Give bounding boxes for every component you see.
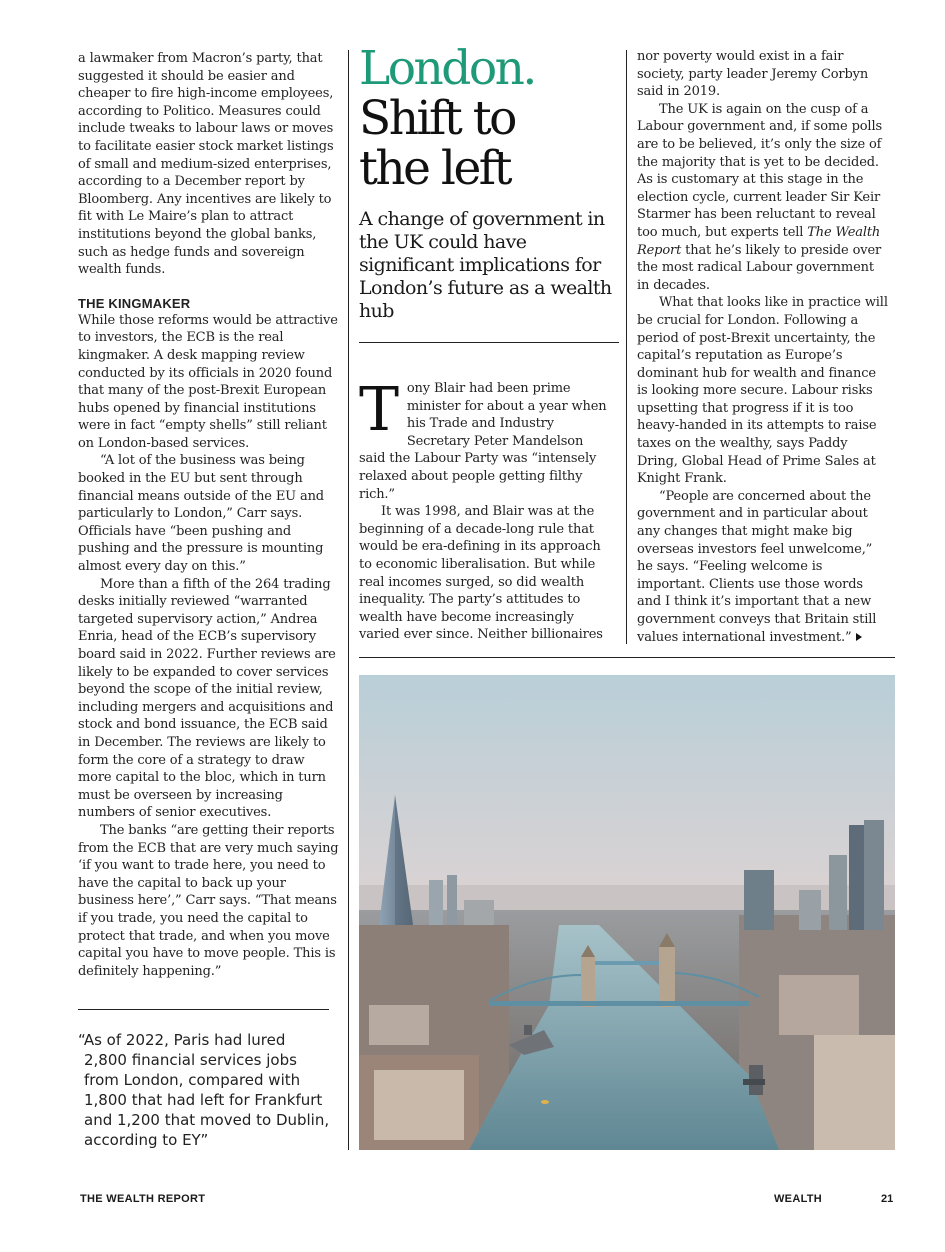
- continue-arrow-icon: [856, 633, 862, 641]
- section-subhead: THE KINGMAKER: [78, 295, 191, 311]
- column-divider-2: [626, 50, 627, 644]
- london-skyline-illustration: [359, 675, 895, 1150]
- col1-paragraph-3: More than a fifth of the 264 trading desks initially reviewed “warranted targeted supervisory action,” Andrea Enria, head of the ECB’s supervisory board said in 2022. Further reviews are likely to be expanded to cover services beyond the scope of the initial review, including mergers and acquisitions and stock and bond issuance, the ECB said in December. The reviews are likely to form the core of a strategy to draw more capital to the bloc, which in turn must be overseen by increasing numbers of senior executives.: [78, 576, 336, 821]
- article-paragraph-2: It was 1998, and Blair was at the beginning of a decade-long rule that would be era-defining in its approach to economic liberalisation. But while real incomes surged, so did wealth inequality. The party’s attitudes to wealth have become increasingly varied ever since. Neither billionaires: [359, 504, 603, 643]
- pull-quote-line: 2,800 financial services jobs: [84, 1051, 297, 1069]
- pull-quote-line: 1,800 that had left for Frankfurt: [84, 1091, 323, 1109]
- headline-city: London.: [359, 41, 535, 96]
- column-1: [78, 50, 340, 980]
- photo-divider: [359, 657, 895, 658]
- col1-paragraph-2: “A lot of the business was being booked in the EU but sent through financial means outside of the EU and particularly to London,” Carr says. Officials have “been pushing and pushing and the pressure is mounting almost every day on this.”: [78, 453, 324, 575]
- col1-paragraph-1: While those reforms would be attractive to investors, the ECB is the real kingmaker. A desk mapping review conducted by its officials in 2020 found that many of the post-Brexit European hubs opened by financial institutions were in fact “empty shells” still reliant on London-based services.: [78, 312, 338, 451]
- headline-line: the left: [359, 141, 511, 196]
- article-paragraph-1: [359, 375, 609, 503]
- drop-cap: T: [359, 375, 399, 445]
- publication-name: The Wealth Report: [637, 224, 881, 258]
- pull-quote-line: from London, compared with: [84, 1071, 301, 1089]
- headline-line: Shift to: [359, 91, 515, 146]
- col1-intro-paragraph: a lawmaker from Macron’s party, that suggested it should be easier and cheaper to fire high-income employees, according to Politico. Measures could include tweaks to labour laws or moves to facilitate easier stock market listings of small and medium-sized enterprises, according to a December report by Bloomberg. Any incentives are likely to fit with Le Maire’s plan to attract institutions beyond the global banks, such as hedge funds and sovereign wealth funds.: [78, 51, 334, 278]
- london-skyline-photo: [359, 675, 895, 1150]
- col3-paragraph-4: [637, 488, 889, 646]
- column-divider-1: [348, 50, 349, 1150]
- pull-quote: [78, 1030, 340, 1150]
- standfirst-divider: [359, 342, 619, 343]
- headline-block: [359, 41, 619, 323]
- footer-section: WEALTH: [774, 1193, 823, 1205]
- column-2-body: [359, 375, 609, 644]
- pull-quote-line: “As of 2022, Paris had lured: [78, 1031, 286, 1049]
- column-3: [637, 48, 889, 646]
- col3-paragraph-2-text: The UK is again on the cusp of a Labour government and, if some polls are to be believed, it’s only the size of the majority that is yet to be decided. As is customary at this stage in the election cycle, current leader Sir Keir Starmer has been reluctant to reveal too much, but experts tell: [637, 101, 882, 240]
- pull-quote-line: and 1,200 that moved to Dublin,: [84, 1111, 330, 1129]
- headline: [359, 91, 619, 196]
- col3-paragraph-2: [637, 101, 889, 295]
- col1-paragraph-4: The banks “are getting their reports from the ECB that are very much saying ‘if you want to trade here, you need to have the capital to back up your business here’,” Carr says. “That means if you trade, you need the capital to protect that trade, and when you move capital you have to move people. This is definitely happening.”: [78, 822, 339, 979]
- col3-paragraph-2-text-end: that he’s likely to preside over the most radical Labour government in decades.: [637, 242, 882, 293]
- standfirst: A change of government in the UK could have significant implications for London’s future as a wealth hub: [359, 208, 612, 322]
- article-paragraph-1-text: ony Blair had been prime minister for about a year when his Trade and Industry Secretary Peter Mandelson said the Labour Party was “intensely relaxed about people getting filthy rich.”: [359, 381, 607, 502]
- pull-quote-divider: [78, 1009, 329, 1010]
- col3-paragraph-3: What that looks like in practice will be crucial for London. Following a period of post-Brexit uncertainty, the capital’s reputation as Europe’s dominant hub for wealth and finance is looking more secure. Labour risks upsetting that progress if it is too heavy-handed in its attempts to raise taxes on the wealthy, says Paddy Dring, Global Head of Prime Sales at Knight Frank.: [637, 295, 888, 487]
- col3-paragraph-1: nor poverty would exist in a fair society, party leader Jeremy Corbyn said in 2019.: [637, 49, 869, 100]
- footer-publication: THE WEALTH REPORT: [80, 1193, 206, 1205]
- page-number: 21: [881, 1193, 894, 1205]
- pull-quote-line: according to EY”: [84, 1131, 209, 1149]
- col3-paragraph-4-text: “People are concerned about the government and in particular about any changes that might make big overseas investors feel unwelcome,” he says. “Feeling welcome is important. Clients use those words and I think it’s important that a new government conveys that Britain still values international investment.”: [637, 488, 877, 645]
